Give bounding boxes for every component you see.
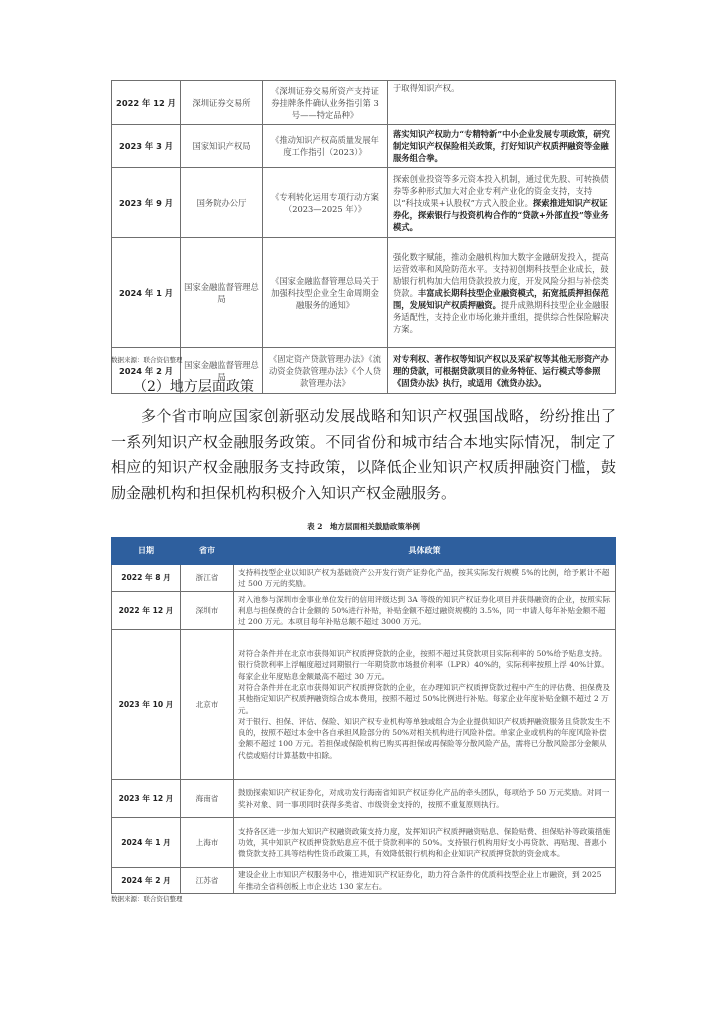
row-policy — [234, 780, 616, 818]
table-row — [112, 630, 616, 780]
row-date: 2023 年 12 月 — [112, 780, 181, 818]
row-date: 2023 年 3 月 — [112, 125, 181, 168]
row-summary — [388, 348, 616, 394]
table-row — [112, 168, 616, 238]
section-paragraph: 多个省市响应国家创新驱动发展战略和知识产权强国战略，纷纷推出了一系列知识产权金融服务政策。不同省份和城市结合本地实际情况，制定了相应的知识产权金融服务支持政策，以降低企业知识产权质押融资门槛，鼓励金融机构和担保机构积极介入知识产权金融服务。 — [111, 407, 616, 502]
local-policy-table — [111, 537, 616, 894]
row-summary — [388, 125, 616, 168]
row-date: 2022 年 8 月 — [112, 565, 181, 592]
table-row — [112, 868, 616, 894]
row-province: 北京市 — [181, 630, 234, 780]
row-province: 上海市 — [181, 818, 234, 868]
row-province: 浙江省 — [181, 565, 234, 592]
row-policy — [234, 818, 616, 868]
summary-text: 探索创业投资等多元资本投入机制，通过优先股、可转换债券等多种形式加大对企业专利产业化的资金支持，支持以“科技成果+认股权”方式入股企业。 — [393, 173, 609, 208]
summary-bold: 落实知识产权助力“专精特新”中小企业发展专项政策，研究制定知识产权保险相关政策，打好知识产权质押融资等金融服务组合拳。 — [393, 129, 610, 163]
table-source-note: 数据来源：联合资信整理 — [111, 356, 183, 364]
row-document: 《国家金融监督管理总局关于加强科技型企业全生命周期金融服务的通知》 — [263, 238, 388, 348]
policy-text: 对入池参与深圳市金事业单位发行的信用评级达到 3A 等级的知识产权证券化项目并获得融资的企业，按照实际利息与担保费的合计金额的 50%进行补贴，补贴金额不超过融资规模的 3.5%，同一申请人每年补贴金额不超过 200 万元。本项目每年补贴总额不超过 3000 万元。 — [238, 594, 611, 627]
summary-bold: 探索推进知识产权证券化，探索银行与投资机构合作的“贷款+外部直投”等业务模式。 — [393, 197, 609, 232]
summary-text: 于取得知识产权。 — [393, 83, 460, 93]
header-province: 省市 — [181, 538, 234, 565]
policy-text: 建设企业上市知识产权服务中心，推进知识产权证券化，助力符合条件的优质科技型企业上市融资，到 2025 年推动全省科创板上市企业达 130 家左右。 — [238, 870, 602, 891]
row-date: 2024 年 2 月 — [112, 348, 181, 394]
row-org: 国家金融监督管理总局 — [181, 238, 263, 348]
summary-tail: 提升成熟期科技型企业金融服务适配性，支持企业市场化兼并重组，提供综合性保险解决方案。 — [393, 299, 609, 334]
row-province: 深圳市 — [181, 592, 234, 630]
row-org: 深圳证券交易所 — [181, 81, 263, 125]
policy-text: 对于银行、担保、评估、保险、知识产权专业机构等单独或组合为企业提供知识产权质押融资服务且贷款发生不良的，按照不超过本金中各自承担风险部分的 50%对相关机构进行风险补偿。单家企业或机构的年度风险补偿金额不超过 100 万元。若担保或保险机构已购买再担保或再保险等分散风险产品，需将已分散风险部分金额从代偿或赔付计算基数中扣除。 — [238, 716, 611, 760]
table-row — [112, 125, 616, 168]
row-document: 《专利转化运用专项行动方案（2023—2025 年）》 — [263, 168, 388, 238]
section-heading: （2）地方层面政策 — [133, 379, 254, 395]
row-summary — [388, 238, 616, 348]
table-source-note: 数据来源：联合资信整理 — [111, 895, 183, 903]
row-document: 《固定资产贷款管理办法》《流动资金贷款管理办法》《个人贷款管理办法》 — [263, 348, 388, 394]
row-org: 国家金融监督管理总局 — [181, 348, 263, 394]
row-date: 2023 年 10 月 — [112, 630, 181, 780]
summary-bold: 对专利权、著作权等知识产权以及采矿权等其他无形资产办理的贷款，可根据贷款项目的业务特征、运行模式等参照《固贷办法》执行，或适用《流贷办法》。 — [393, 353, 609, 388]
row-date: 2024 年 2 月 — [112, 868, 181, 894]
policy-text: 鼓励探索知识产权证券化，对成功发行海南省知识产权证券化产品的牵头团队，每项给予 50 万元奖励。对同一奖补对象、同一事项同时获得多类省、市级资金支持的，按照不重复原则执行。 — [238, 788, 610, 809]
table-header-row — [112, 538, 616, 565]
row-date: 2024 年 1 月 — [112, 238, 181, 348]
table-row — [112, 818, 616, 868]
row-policy — [234, 868, 616, 894]
row-org: 国家知识产权局 — [181, 125, 263, 168]
table-row — [112, 592, 616, 630]
row-province: 海南省 — [181, 780, 234, 818]
policy-text: 对符合条件并在北京市获得知识产权质押贷款的企业，在办理知识产权质押贷款过程中产生的评估费、担保费及其他指定知识产权质押融资综合成本费用，按照不超过 50%比例进行补贴。每家企业年度补贴金额不超过 2 万元。 — [238, 682, 611, 715]
row-policy — [234, 630, 616, 780]
policy-text: 支持科技型企业以知识产权为基础资产公开发行资产证券化产品，按其实际发行规模 5%的比例，给予累计不超过 500 万元的奖励。 — [238, 567, 610, 588]
row-document: 《深圳证券交易所资产支持证券挂牌条件确认业务指引第 3 号——特定品种》 — [263, 81, 388, 125]
summary-text: 强化数字赋能，推动金融机构加大数字金融研发投入，提高运营效率和风险防范水平。支持初创期科技型企业成长，鼓励银行机构加大信用贷款投放力度，开发风险分担与补偿类贷款。 — [393, 251, 609, 298]
row-org: 国务院办公厅 — [181, 168, 263, 238]
header-date: 日期 — [112, 538, 181, 565]
table-row — [112, 565, 616, 592]
table-row — [112, 780, 616, 818]
row-date: 2022 年 12 月 — [112, 81, 181, 125]
policy-text: 支持各区进一步加大知识产权融资政策支持力度，发挥知识产权质押融资贴息、保险贴费、担保贴补等政策措施功效，其中知识产权质押贷款贴息应不低于贷款利率的 50%。支持银行机构用好支小再贷款、再贴现、普惠小微贷款支持工具等结构性货币政策工具，有效降低银行机构和企业知识产权质押贷款的资金成本。 — [238, 826, 611, 859]
row-summary — [388, 81, 616, 125]
row-province: 江苏省 — [181, 868, 234, 894]
table-caption: 表 2 地方层面相关鼓励政策举例 — [307, 522, 420, 531]
row-date: 2023 年 9 月 — [112, 168, 181, 238]
row-policy — [234, 565, 616, 592]
row-date: 2024 年 1 月 — [112, 818, 181, 868]
row-document: 《推动知识产权高质量发展年度工作指引（2023）》 — [263, 125, 388, 168]
header-policy: 具体政策 — [234, 538, 616, 565]
row-policy — [234, 592, 616, 630]
row-summary — [388, 168, 616, 238]
policy-text: 对符合条件并在北京市获得知识产权质押贷款的企业，按照不超过其贷款项目实际利率的 50%给予贴息支持。银行贷款利率上浮幅度超过同期银行一年期贷款市场报价利率（LPR）40%的，实际利率按照上浮 40%计算。每家企业年度贴息金额最高不超过 30 万元。 — [238, 649, 609, 681]
national-policy-table — [111, 80, 616, 394]
table-row — [112, 238, 616, 348]
row-date: 2022 年 12 月 — [112, 592, 181, 630]
table-row — [112, 81, 616, 125]
summary-bold: 丰富成长期科技型企业融资模式，拓宽抵质押担保范围，发展知识产权质押融资。 — [393, 287, 609, 310]
